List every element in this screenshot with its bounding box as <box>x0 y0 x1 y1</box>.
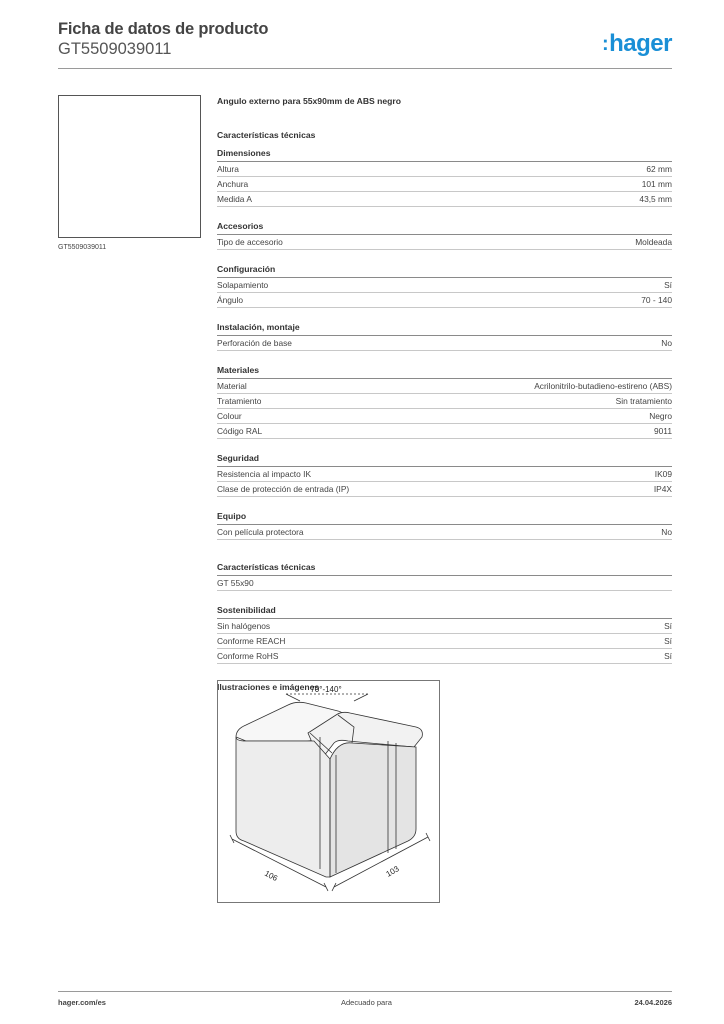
spec-label: Ángulo <box>217 295 244 305</box>
spec-row <box>217 162 672 177</box>
spec-label: Material <box>217 381 247 391</box>
footer-note: Adecuado para <box>341 998 392 1007</box>
thumbnail-caption: GT5509039011 <box>58 244 107 251</box>
logo-mark-icon: : <box>601 33 609 55</box>
spec-label: Con película protectora <box>217 527 304 537</box>
tech-heading-block <box>217 130 672 144</box>
spec-label: Perforación de base <box>217 338 292 348</box>
spec-label: Medida A <box>217 194 252 204</box>
spec-row <box>217 293 672 308</box>
spec-section <box>217 511 672 540</box>
footer-site-link[interactable]: hager.com/es <box>58 998 106 1007</box>
spec-row <box>217 634 672 649</box>
spec-value: Sí <box>664 280 672 290</box>
spec-row <box>217 576 672 591</box>
spec-label: Conforme REACH <box>217 636 286 646</box>
spec-value: Acrilonitrilo-butadieno-estireno (ABS) <box>534 381 672 391</box>
spec-row <box>217 278 672 293</box>
spec-label: Solapamiento <box>217 280 269 290</box>
section-heading: Dimensiones <box>217 148 672 162</box>
spec-row <box>217 379 672 394</box>
spec-section <box>217 264 672 308</box>
spec-row <box>217 336 672 351</box>
spec-row <box>217 394 672 409</box>
document-title: Ficha de datos de producto <box>58 20 269 38</box>
spec-row <box>217 424 672 439</box>
section-heading: Accesorios <box>217 221 672 235</box>
section-heading: Características técnicas <box>217 562 672 576</box>
spec-section <box>217 453 672 497</box>
spec-value: Negro <box>649 411 672 421</box>
document-header <box>58 20 672 70</box>
logo-text: hager <box>609 30 672 57</box>
product-thumbnail <box>58 95 201 238</box>
spec-value: IK09 <box>654 469 672 479</box>
spec-label: Resistencia al impacto IK <box>217 469 312 479</box>
spec-row <box>217 482 672 497</box>
footer-date: 24.04.2026 <box>634 998 672 1007</box>
spec-label: Colour <box>217 411 242 421</box>
spec-row <box>217 235 672 250</box>
spec-value: 9011 <box>653 426 672 436</box>
spec-row <box>217 467 672 482</box>
spec-section <box>217 221 672 250</box>
section-heading: Materiales <box>217 365 672 379</box>
dimension-right-label: 103 <box>384 864 401 879</box>
spec-row <box>217 177 672 192</box>
spec-section <box>217 605 672 664</box>
header-divider <box>58 68 672 69</box>
spec-label: Tipo de accesorio <box>217 237 283 247</box>
spec-section <box>217 562 672 591</box>
section-heading: Seguridad <box>217 453 672 467</box>
section-heading: Equipo <box>217 511 672 525</box>
product-code: GT5509039011 <box>58 40 172 58</box>
footer-divider <box>58 991 672 992</box>
spec-value: 43,5 mm <box>639 194 672 204</box>
spec-label: Altura <box>217 164 239 174</box>
spec-value: Sí <box>664 636 672 646</box>
spec-value: Moldeada <box>635 237 672 247</box>
spec-section <box>217 148 672 207</box>
extra-sections <box>217 562 672 664</box>
corner-drawing-svg <box>218 681 439 902</box>
hager-logo <box>602 30 672 58</box>
section-heading: Sostenibilidad <box>217 605 672 619</box>
spec-value: Sí <box>664 621 672 631</box>
spec-label: GT 55x90 <box>217 578 254 588</box>
spec-value: No <box>661 338 672 348</box>
spec-row <box>217 525 672 540</box>
spec-value: Sí <box>664 651 672 661</box>
spec-label: Código RAL <box>217 426 263 436</box>
product-description: Angulo externo para 55x90mm de ABS negro <box>217 96 402 106</box>
tech-heading: Características técnicas <box>217 130 316 140</box>
spec-label: Tratamiento <box>217 396 262 406</box>
spec-row <box>217 619 672 634</box>
spec-label: Sin halógenos <box>217 621 271 631</box>
product-details <box>217 96 672 696</box>
spec-value: IP4X <box>653 484 672 494</box>
spec-row <box>217 409 672 424</box>
spec-value: 62 mm <box>646 164 672 174</box>
spec-section <box>217 322 672 351</box>
spec-value: 70 - 140 <box>641 295 672 305</box>
section-heading: Instalación, montaje <box>217 322 672 336</box>
spec-value: Sin tratamiento <box>615 396 672 406</box>
dimension-left-label: 106 <box>263 868 280 884</box>
spec-value: No <box>661 527 672 537</box>
spec-label: Conforme RoHS <box>217 651 279 661</box>
illustrations-heading: Ilustraciones e imágenes <box>217 682 320 692</box>
angle-label: 70°-140° <box>310 685 342 694</box>
spec-section <box>217 365 672 439</box>
section-heading: Configuración <box>217 264 672 278</box>
spec-label: Anchura <box>217 179 249 189</box>
spec-row <box>217 649 672 664</box>
spec-label: Clase de protección de entrada (IP) <box>217 484 350 494</box>
spec-value: 101 mm <box>641 179 672 189</box>
spec-sections <box>217 148 672 540</box>
product-drawing <box>217 680 440 903</box>
spec-row <box>217 192 672 207</box>
